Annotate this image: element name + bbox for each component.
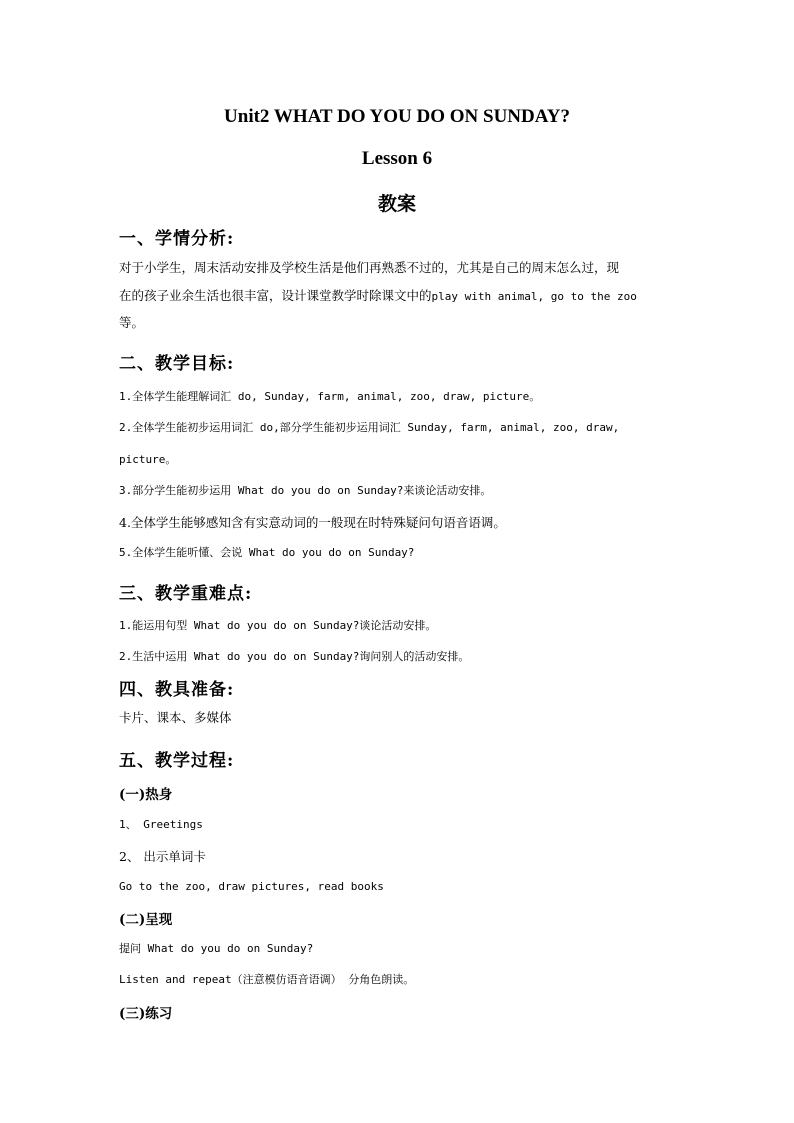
goal-2a-text: 2.全体学生能初步运用词汇 do,部分学生能初步运用词汇 Sunday, farm, animal, zoo, draw, xyxy=(119,421,620,434)
analysis-line-2-english: play with animal, go to the zoo xyxy=(431,290,637,303)
warmup-step-1-text: 1、 Greetings xyxy=(119,818,203,831)
goal-3 xyxy=(119,482,491,498)
presentation-line-1 xyxy=(119,940,313,956)
goal-3-text: 3.部分学生能初步运用 What do you do on Sunday?来谈论活动安排。 xyxy=(119,484,492,497)
analysis-line-1: 对于小学生，周末活动安排及学校生活是他们再熟悉不过的，尤其是自己的周末怎么过，现 xyxy=(119,260,620,275)
goal-5 xyxy=(119,544,414,560)
unit-title: Unit2 WHAT DO YOU DO ON SUNDAY? xyxy=(224,106,570,127)
goal-4: 4.全体学生能够感知含有实意动词的一般现在时特殊疑问句语音语调。 xyxy=(119,515,506,530)
materials-list: 卡片、课本、多媒体 xyxy=(119,710,232,725)
key-point-2-text: 2.生活中运用 What do you do on Sunday?询问别人的活动安排。 xyxy=(119,650,470,663)
analysis-line-2 xyxy=(119,286,637,304)
goal-2b xyxy=(119,451,176,467)
analysis-line-3: 等。 xyxy=(119,315,145,330)
presentation-line-2 xyxy=(119,971,414,987)
lesson-title: Lesson 6 xyxy=(361,148,433,169)
key-point-1 xyxy=(119,617,436,633)
section-heading-key-points: 三、教学重难点: xyxy=(119,584,253,604)
key-point-2 xyxy=(119,648,469,664)
goal-1-text: 1.全体学生能理解词汇 do, Sunday, farm, animal, zoo, draw, picture。 xyxy=(119,390,541,403)
lesson-plan-title: 教案 xyxy=(377,194,416,215)
warmup-vocab-line xyxy=(119,878,384,893)
section-heading-goals: 二、教学目标: xyxy=(119,354,235,374)
section-heading-process: 五、教学过程: xyxy=(119,751,235,771)
goal-2a xyxy=(119,419,619,435)
presentation-line-1-text: 提问 What do you do on Sunday? xyxy=(119,942,314,955)
subheading-warmup: (一)热身 xyxy=(119,787,173,803)
goal-5-text: 5.全体学生能听懂、会说 What do you do on Sunday? xyxy=(119,546,415,559)
subheading-practice: (三)练习 xyxy=(119,1006,173,1022)
subheading-presentation: (二)呈现 xyxy=(119,912,173,928)
goal-1 xyxy=(119,388,540,404)
analysis-line-2-text: 在的孩子业余生活也很丰富，设计课堂教学时除课文中的 xyxy=(119,288,432,303)
key-point-1-text: 1.能运用句型 What do you do on Sunday?谈论活动安排。 xyxy=(119,619,437,632)
warmup-step-1 xyxy=(119,816,203,832)
warmup-vocab-text: Go to the zoo, draw pictures, read books xyxy=(119,880,384,893)
warmup-step-2: 2、 出示单词卡 xyxy=(119,849,206,864)
goal-2b-text: picture。 xyxy=(119,453,177,466)
section-heading-materials: 四、教具准备: xyxy=(119,680,235,700)
section-heading-analysis: 一、学情分析: xyxy=(119,229,235,249)
presentation-line-2-text: Listen and repeat（注意模仿语音语调） 分角色朗读。 xyxy=(119,973,415,986)
